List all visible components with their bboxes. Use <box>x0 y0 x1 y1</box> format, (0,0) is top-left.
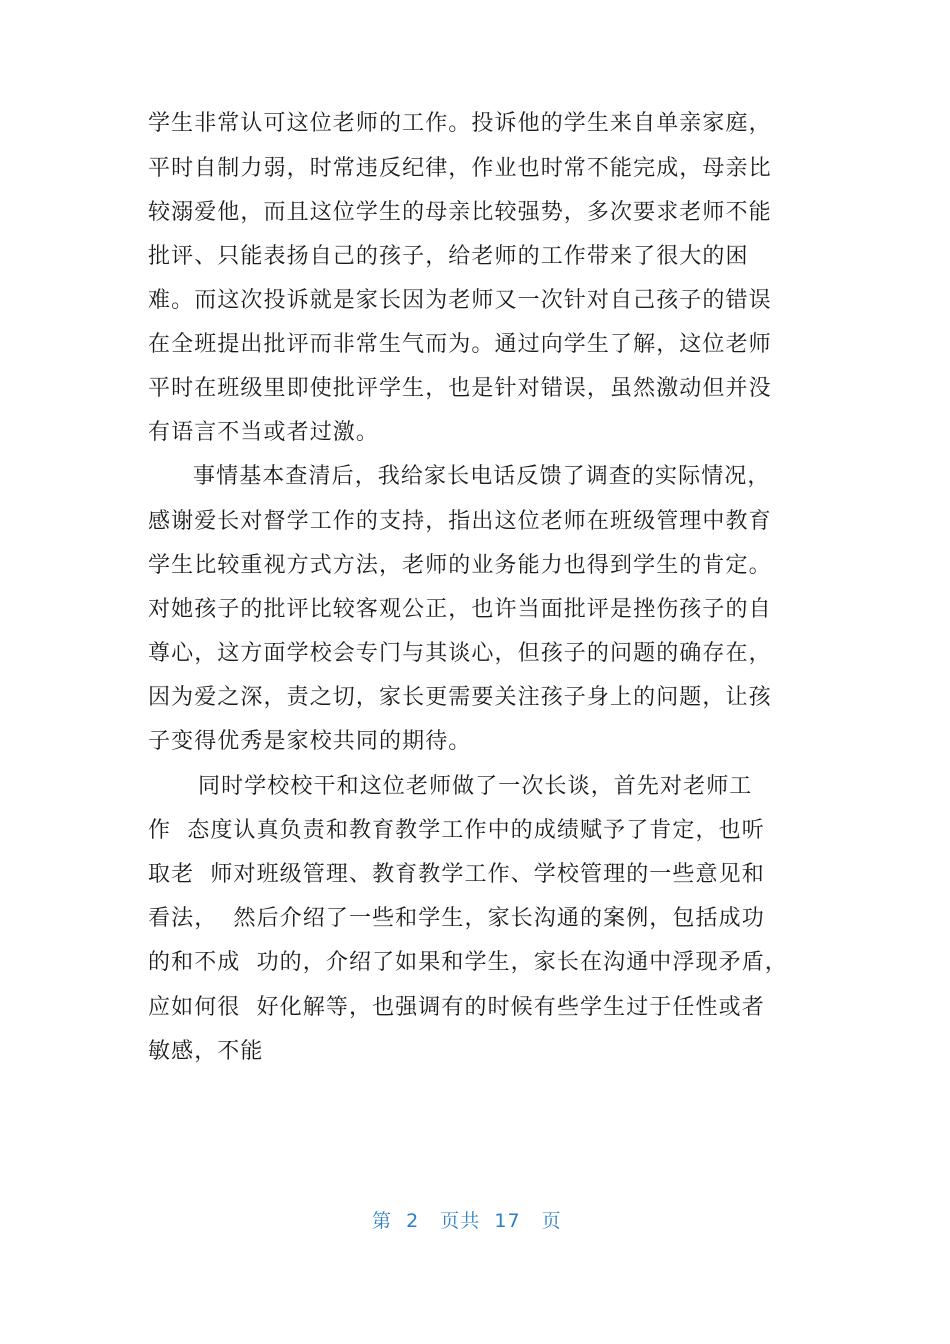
paragraph-3-line-3: 取老 师对班级管理、教育教学工作、学校管理的一些意见和 <box>148 862 765 887</box>
paragraph-3-line-2: 作 态度认真负责和教育教学工作中的成绩赋予了肯定，也听 <box>148 818 765 843</box>
paragraph-1-line-1: 学生非常认可这位老师的工作。投诉他的学生来自单亲家庭， <box>148 111 772 136</box>
paragraph-1-line-3: 较溺爱他，而且这位学生的母亲比较强势，多次要求老师不能 <box>148 200 772 225</box>
paragraph-3-line-1: 同时学校校干和这位老师做了一次长谈，首先对老师工 <box>198 774 753 799</box>
paragraph-2-line-4: 对她孩子的批评比较客观公正，也许当面批评是挫伤孩子的自 <box>148 597 772 622</box>
paragraph-2-line-2: 感谢爱长对督学工作的支持，指出这位老师在班级管理中教育 <box>148 509 772 534</box>
paragraph-2-line-3: 学生比较重视方式方法，老师的业务能力也得到学生的肯定。 <box>148 553 772 578</box>
paragraph-1-line-7: 平时在班级里即使批评学生，也是针对错误，虽然激动但并没 <box>148 376 772 401</box>
paragraph-2-line-7: 子变得优秀是家校共同的期待。 <box>148 729 472 754</box>
paragraph-2-line-1: 事情基本查清后，我给家长电话反馈了调查的实际情况， <box>193 464 771 489</box>
paragraph-2-line-6: 因为爱之深，责之切，家长更需要关注孩子身上的问题，让孩 <box>148 685 772 710</box>
paragraph-1-line-5: 难。而这次投诉就是家长因为老师又一次针对自己孩子的错误 <box>148 288 772 313</box>
page-number-footer: 第 2 页共 17 页 <box>372 1210 562 1232</box>
paragraph-2-line-5: 尊心，这方面学校会专门与其谈心，但孩子的问题的确存在， <box>148 641 772 666</box>
paragraph-3-line-7: 敏感，不能 <box>148 1039 264 1064</box>
paragraph-3-line-4: 看法， 然后介绍了一些和学生，家长沟通的案例，包括成功 <box>148 906 765 931</box>
paragraph-1-line-6: 在全班提出批评而非常生气而为。通过向学生了解，这位老师 <box>148 332 772 357</box>
paragraph-3-line-6: 应如何很 好化解等，也强调有的时候有些学生过于任性或者 <box>148 995 765 1020</box>
paragraph-1-line-8: 有语言不当或者过激。 <box>148 420 380 445</box>
paragraph-3-line-5: 的和不成 功的，介绍了如果和学生，家长在沟通中浮现矛盾， <box>148 950 788 975</box>
paragraph-1-line-4: 批评、只能表扬自己的孩子，给老师的工作带来了很大的困 <box>148 244 749 269</box>
paragraph-1-line-2: 平时自制力弱，时常违反纪律，作业也时常不能完成，母亲比 <box>148 156 772 181</box>
